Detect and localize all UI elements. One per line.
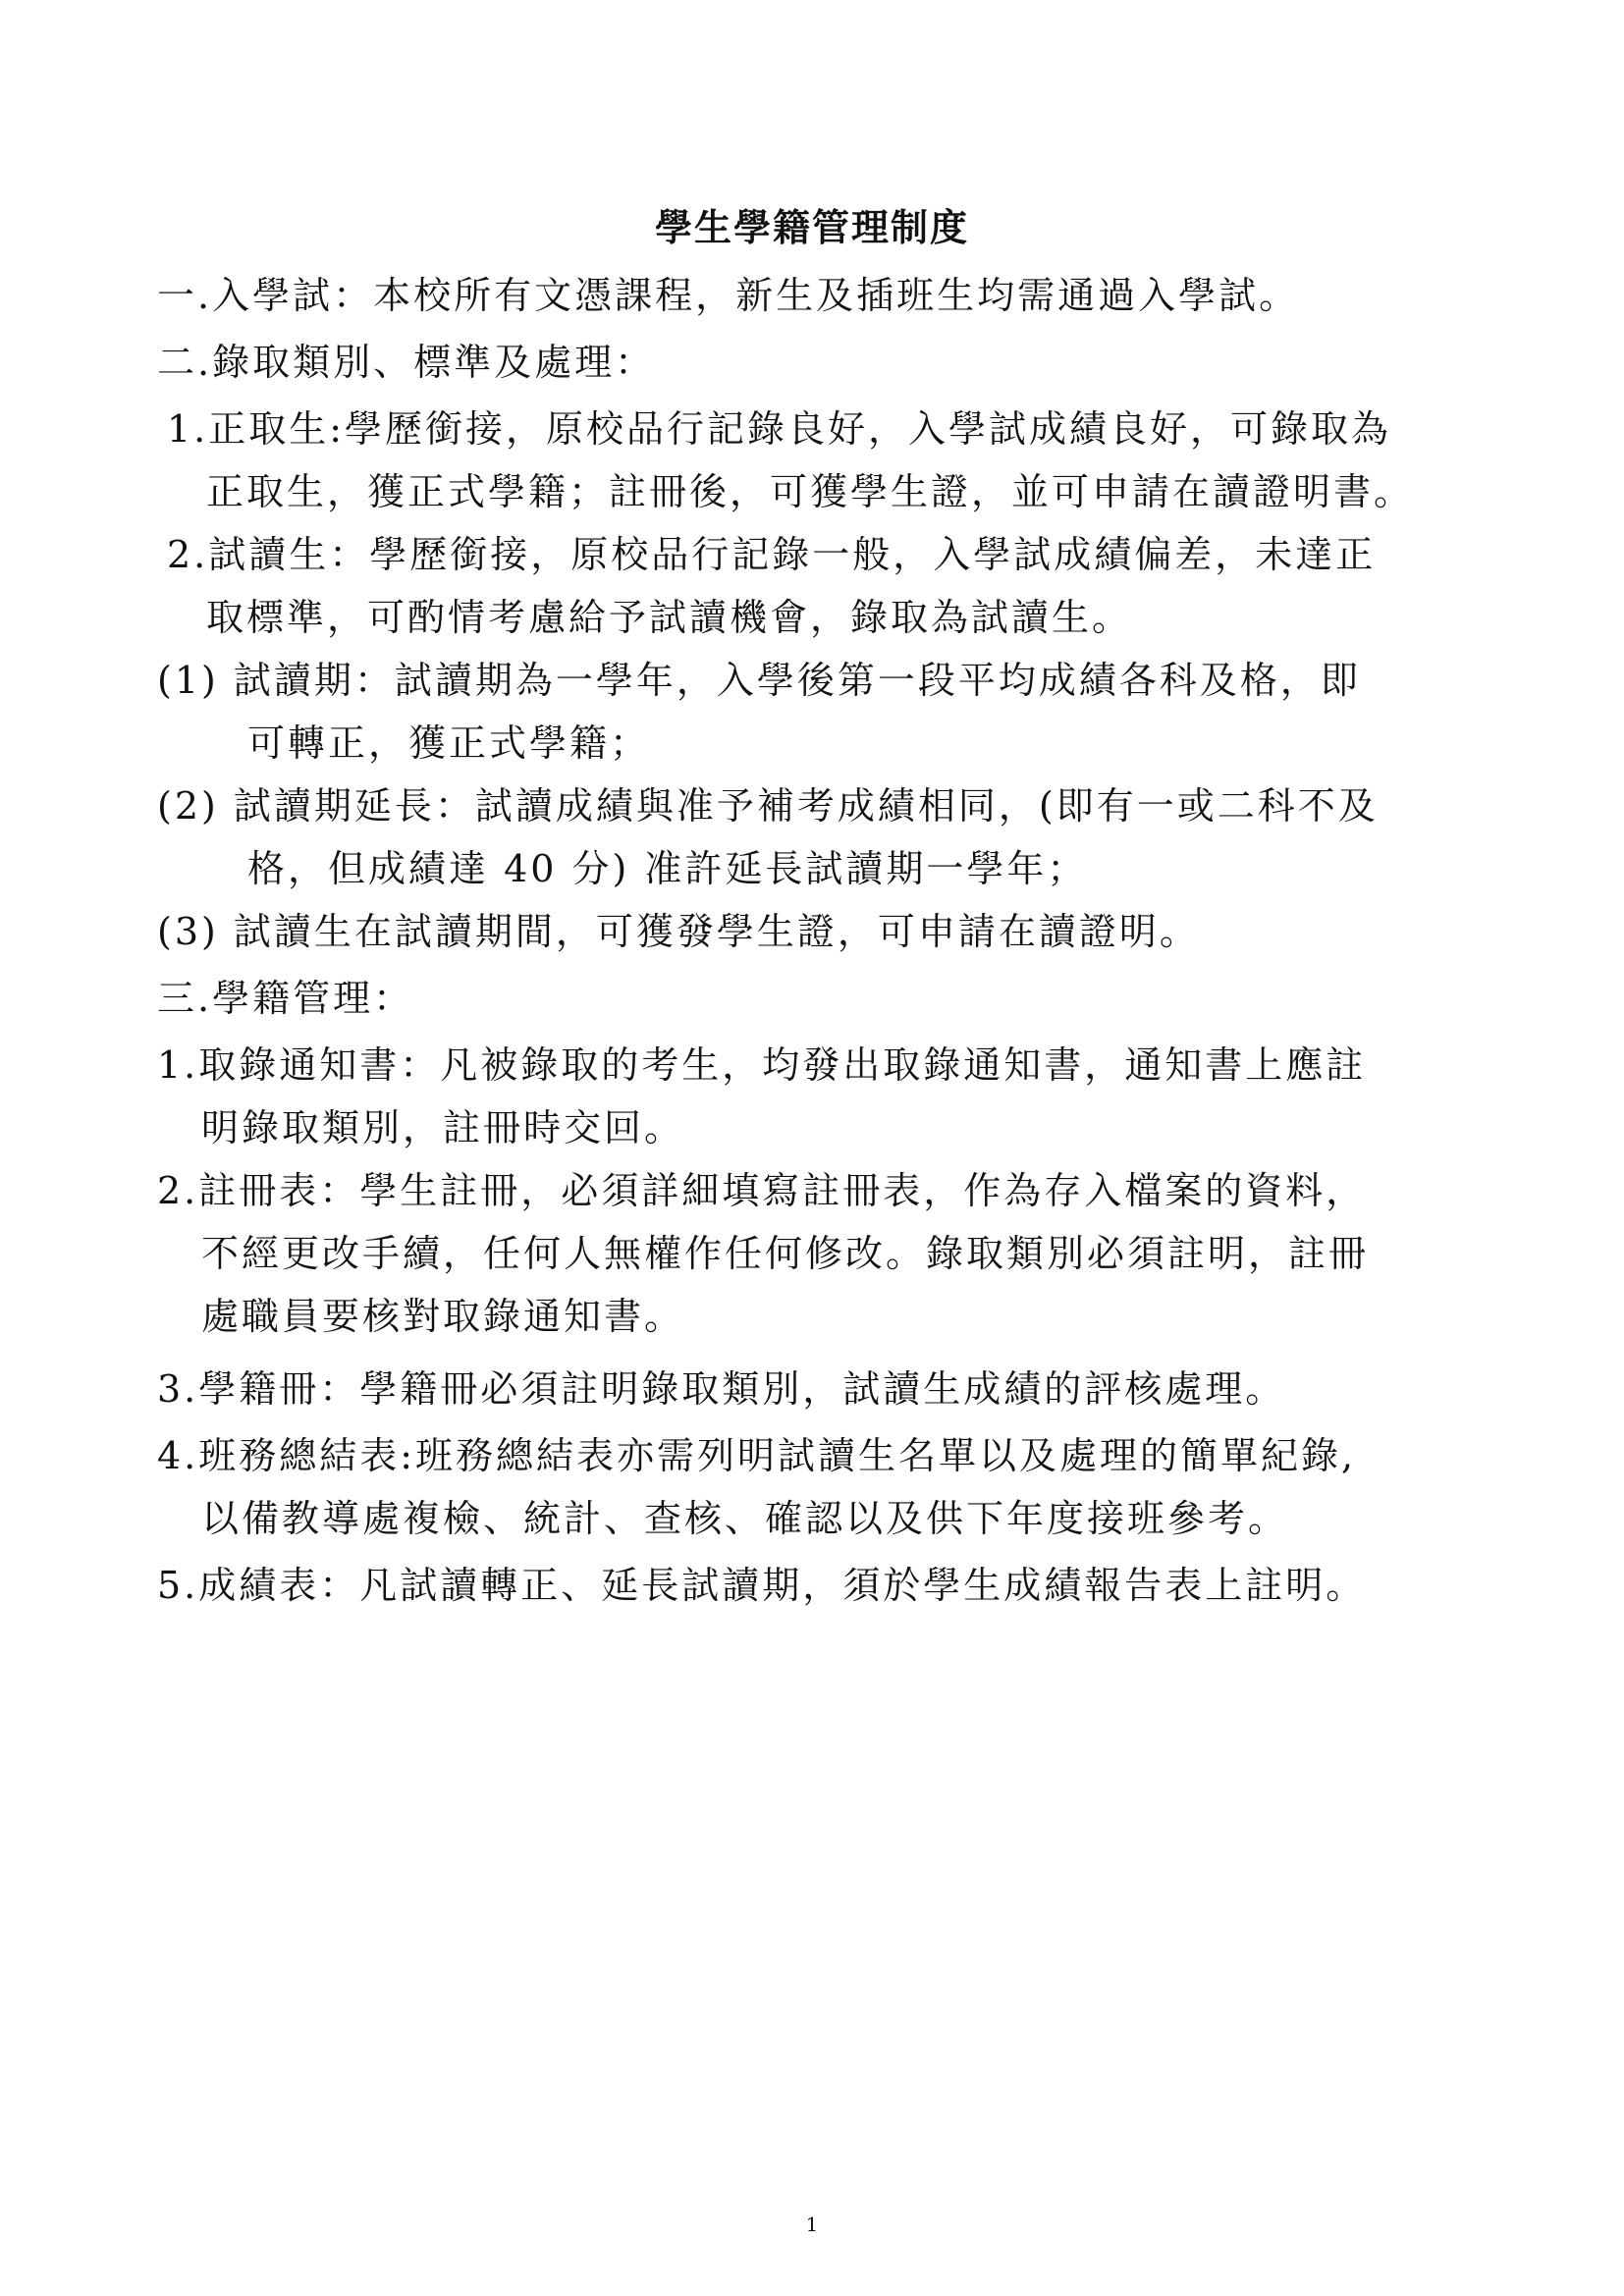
sub-item-1-line-1: (1) 試讀期：試讀期為一學年，入學後第一段平均成績各科及格，即 — [157, 659, 1361, 702]
section-3-item-2-line-3: 處職員要核對取錄通知書。 — [201, 1295, 685, 1338]
section-3-item-3: 3.學籍冊：學籍冊必須註明錄取類別，試讀生成績的評核處理。 — [157, 1367, 1286, 1411]
section-2-item-2-line-1: 2.試讀生：學歷銜接，原校品行記錄一般，入學試成績偏差，未達正 — [167, 533, 1377, 576]
section-2-item-2-line-2: 取標準，可酌情考慮給予試讀機會，錄取為試讀生。 — [206, 596, 1133, 639]
document-title: 學生學籍管理制度 — [654, 205, 969, 249]
section-3-item-5: 5.成績表：凡試讀轉正、延長試讀期，須於學生成績報告表上註明。 — [157, 1564, 1367, 1607]
section-3-item-1-line-2: 明錄取類別，註冊時交回。 — [201, 1106, 685, 1149]
sub-item-2-line-1: (2) 試讀期延長：試讀成績與准予補考成績相同，(即有一或二科不及 — [157, 784, 1379, 828]
section-3-item-1-line-1: 1.取錄通知書：凡被錄取的考生，均發出取錄通知書，通知書上應註 — [157, 1043, 1367, 1087]
section-3-item-2-line-1: 2.註冊表：學生註冊，必須詳細填寫註冊表，作為存入檔案的資料， — [157, 1169, 1367, 1212]
section-3-item-2-line-2: 不經更改手續，任何人無權作任何修改。錄取類別必須註明，註冊 — [201, 1232, 1370, 1275]
page-number: 1 — [805, 2213, 819, 2236]
sub-item-1-line-2: 可轉正，獲正式學籍； — [247, 721, 651, 765]
sub-item-2-line-2: 格，但成績達 40 分) 准許延長試讀期一學年； — [247, 847, 1088, 890]
section-3-item-4-line-2: 以備教導處複檢、統計、查核、確認以及供下年度接班參考。 — [201, 1497, 1289, 1540]
section-3-heading: 三.學籍管理： — [157, 977, 414, 1020]
section-3-item-4-line-1: 4.班務總結表:班務總結表亦需列明試讀生名單以及處理的簡單紀錄, — [157, 1434, 1357, 1477]
sub-item-3: (3) 試讀生在試讀期間，可獲發學生證，可申請在讀證明。 — [157, 910, 1200, 953]
section-2-heading: 二.錄取類別、標準及處理： — [157, 341, 656, 384]
section-1-entrance-exam: 一.入學試：本校所有文憑課程，新生及插班生均需通過入學試。 — [157, 274, 1300, 317]
section-2-item-1-line-1: 1.正取生:學歷銜接，原校品行記錄良好，入學試成績良好，可錄取為 — [167, 407, 1392, 451]
section-2-item-1-line-2: 正取生，獲正式學籍；註冊後，可獲學生證，並可申請在讀證明書。 — [206, 470, 1415, 513]
